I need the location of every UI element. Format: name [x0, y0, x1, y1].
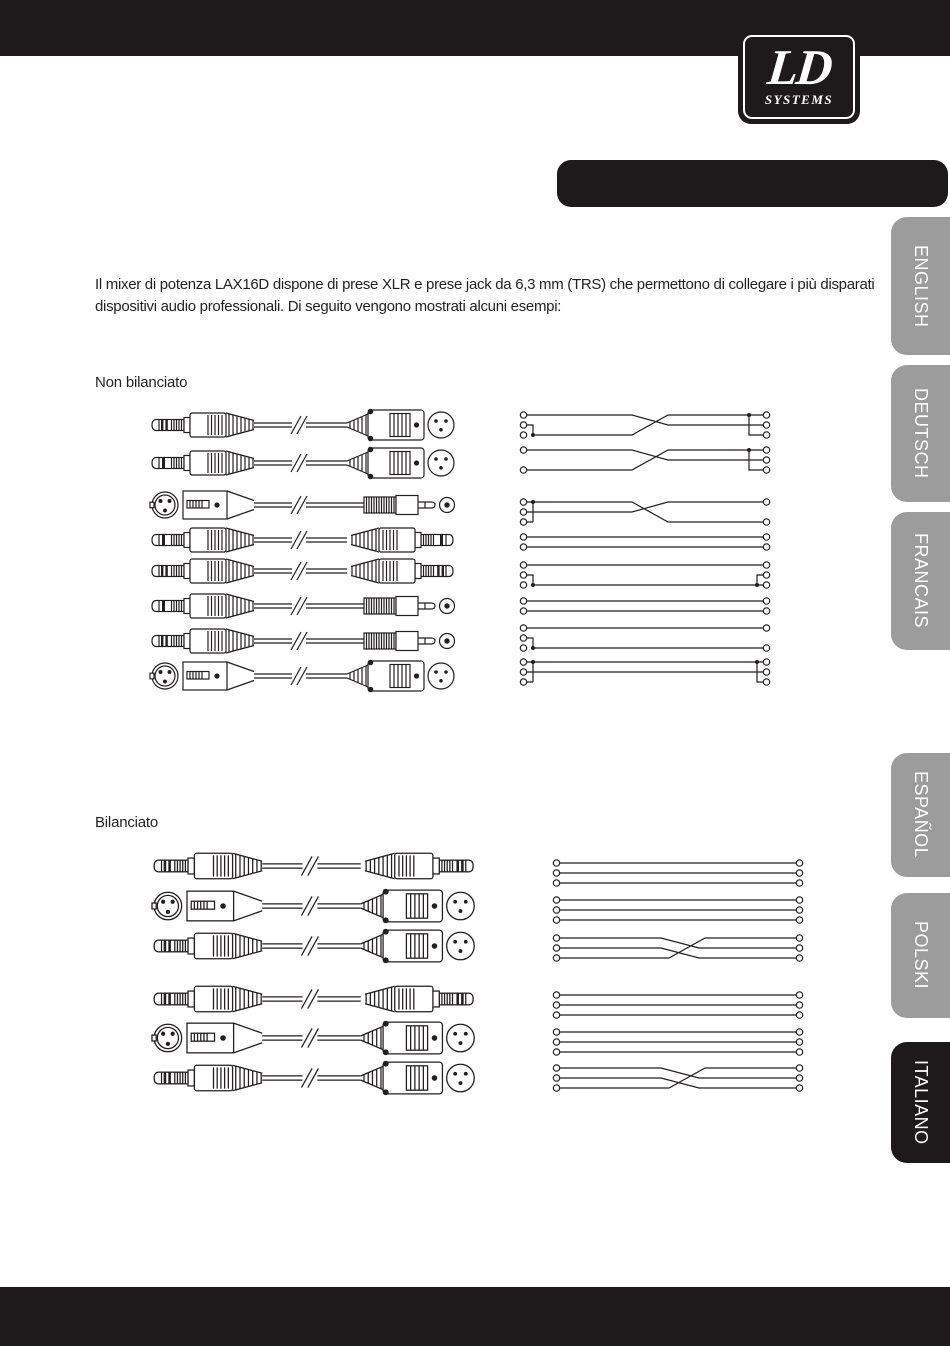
wiring-diagram-ts-xlr-u	[520, 447, 769, 473]
wiring-diagram-2s	[520, 598, 769, 614]
wiring-diagram-trs-xlr-b	[553, 1065, 802, 1091]
language-tab-espanol[interactable]	[891, 753, 950, 877]
cable-drawing-trs-xlrm	[154, 929, 474, 964]
language-tab-deutsch[interactable]	[891, 365, 950, 502]
cable-drawing-xlrf-xlrm	[152, 1021, 474, 1056]
cable-drawing-ts-ts	[152, 528, 453, 552]
language-tab-label: ESPAÑOL	[911, 771, 931, 859]
section-label-balanced: Bilanciato	[95, 814, 159, 831]
wiring-diagram-trs-trs-u	[520, 562, 769, 588]
logo-text-ld: LD	[764, 39, 834, 96]
wiring-diagram-trs-xlr-b	[553, 935, 802, 961]
section-label-unbalanced: Non bilanciato	[95, 374, 188, 391]
language-tab-label: DEUTSCH	[911, 388, 931, 479]
language-tab-italiano[interactable]	[891, 1042, 950, 1163]
wiring-diagram-3s	[553, 860, 802, 886]
language-tab-label: ITALIANO	[911, 1060, 931, 1145]
wiring-diagram-3s	[553, 897, 802, 923]
cable-drawing-ts-rca	[152, 594, 455, 618]
language-tab-english[interactable]	[891, 217, 950, 355]
cable-drawing-trs-trs	[154, 986, 473, 1011]
logo-text-systems: SYSTEMS	[764, 91, 834, 107]
wiring-diagram-trs-xlr-u	[520, 412, 769, 438]
language-tab-label: POLSKI	[911, 921, 931, 990]
language-tab-label: FRANCAIS	[911, 533, 931, 629]
cable-drawing-trs-trs	[154, 853, 473, 878]
language-tab-polski[interactable]	[891, 893, 950, 1018]
cable-drawing-xlrf-xlrm	[150, 660, 454, 693]
cable-drawing-xlrf-rca	[150, 491, 455, 519]
language-tab-label: ENGLISH	[911, 244, 931, 328]
wiring-diagram-3s	[553, 1029, 802, 1055]
wiring-diagram-trs-rca-u	[520, 625, 769, 651]
wiring-diagram-xlrf-rca-u	[520, 499, 769, 525]
cable-drawing-xlrf-xlrm	[152, 889, 474, 924]
cable-drawing-trs-xlrm	[154, 1061, 474, 1096]
language-tab-francais[interactable]	[891, 512, 950, 650]
cable-drawing-trs-xlrm	[152, 409, 454, 442]
intro-paragraph: Il mixer di potenza LAX16D dispone di prese XLR e prese jack da 6,3 mm (TRS) che permettono di collegare i più disparati dispositivi audio professionali. Di seguito vengono mostrati alcuni esempi:	[95, 276, 875, 315]
cable-drawing-ts-xlrm	[152, 447, 454, 480]
cable-drawing-trs-trs	[152, 559, 453, 583]
wiring-diagram-2s	[520, 534, 769, 550]
bottom-footer-bar	[0, 1287, 950, 1346]
wiring-diagram-3s	[553, 992, 802, 1018]
cable-drawing-trs-rca	[152, 629, 455, 653]
wiring-diagram-xlrf-xlrm-u	[520, 659, 769, 685]
